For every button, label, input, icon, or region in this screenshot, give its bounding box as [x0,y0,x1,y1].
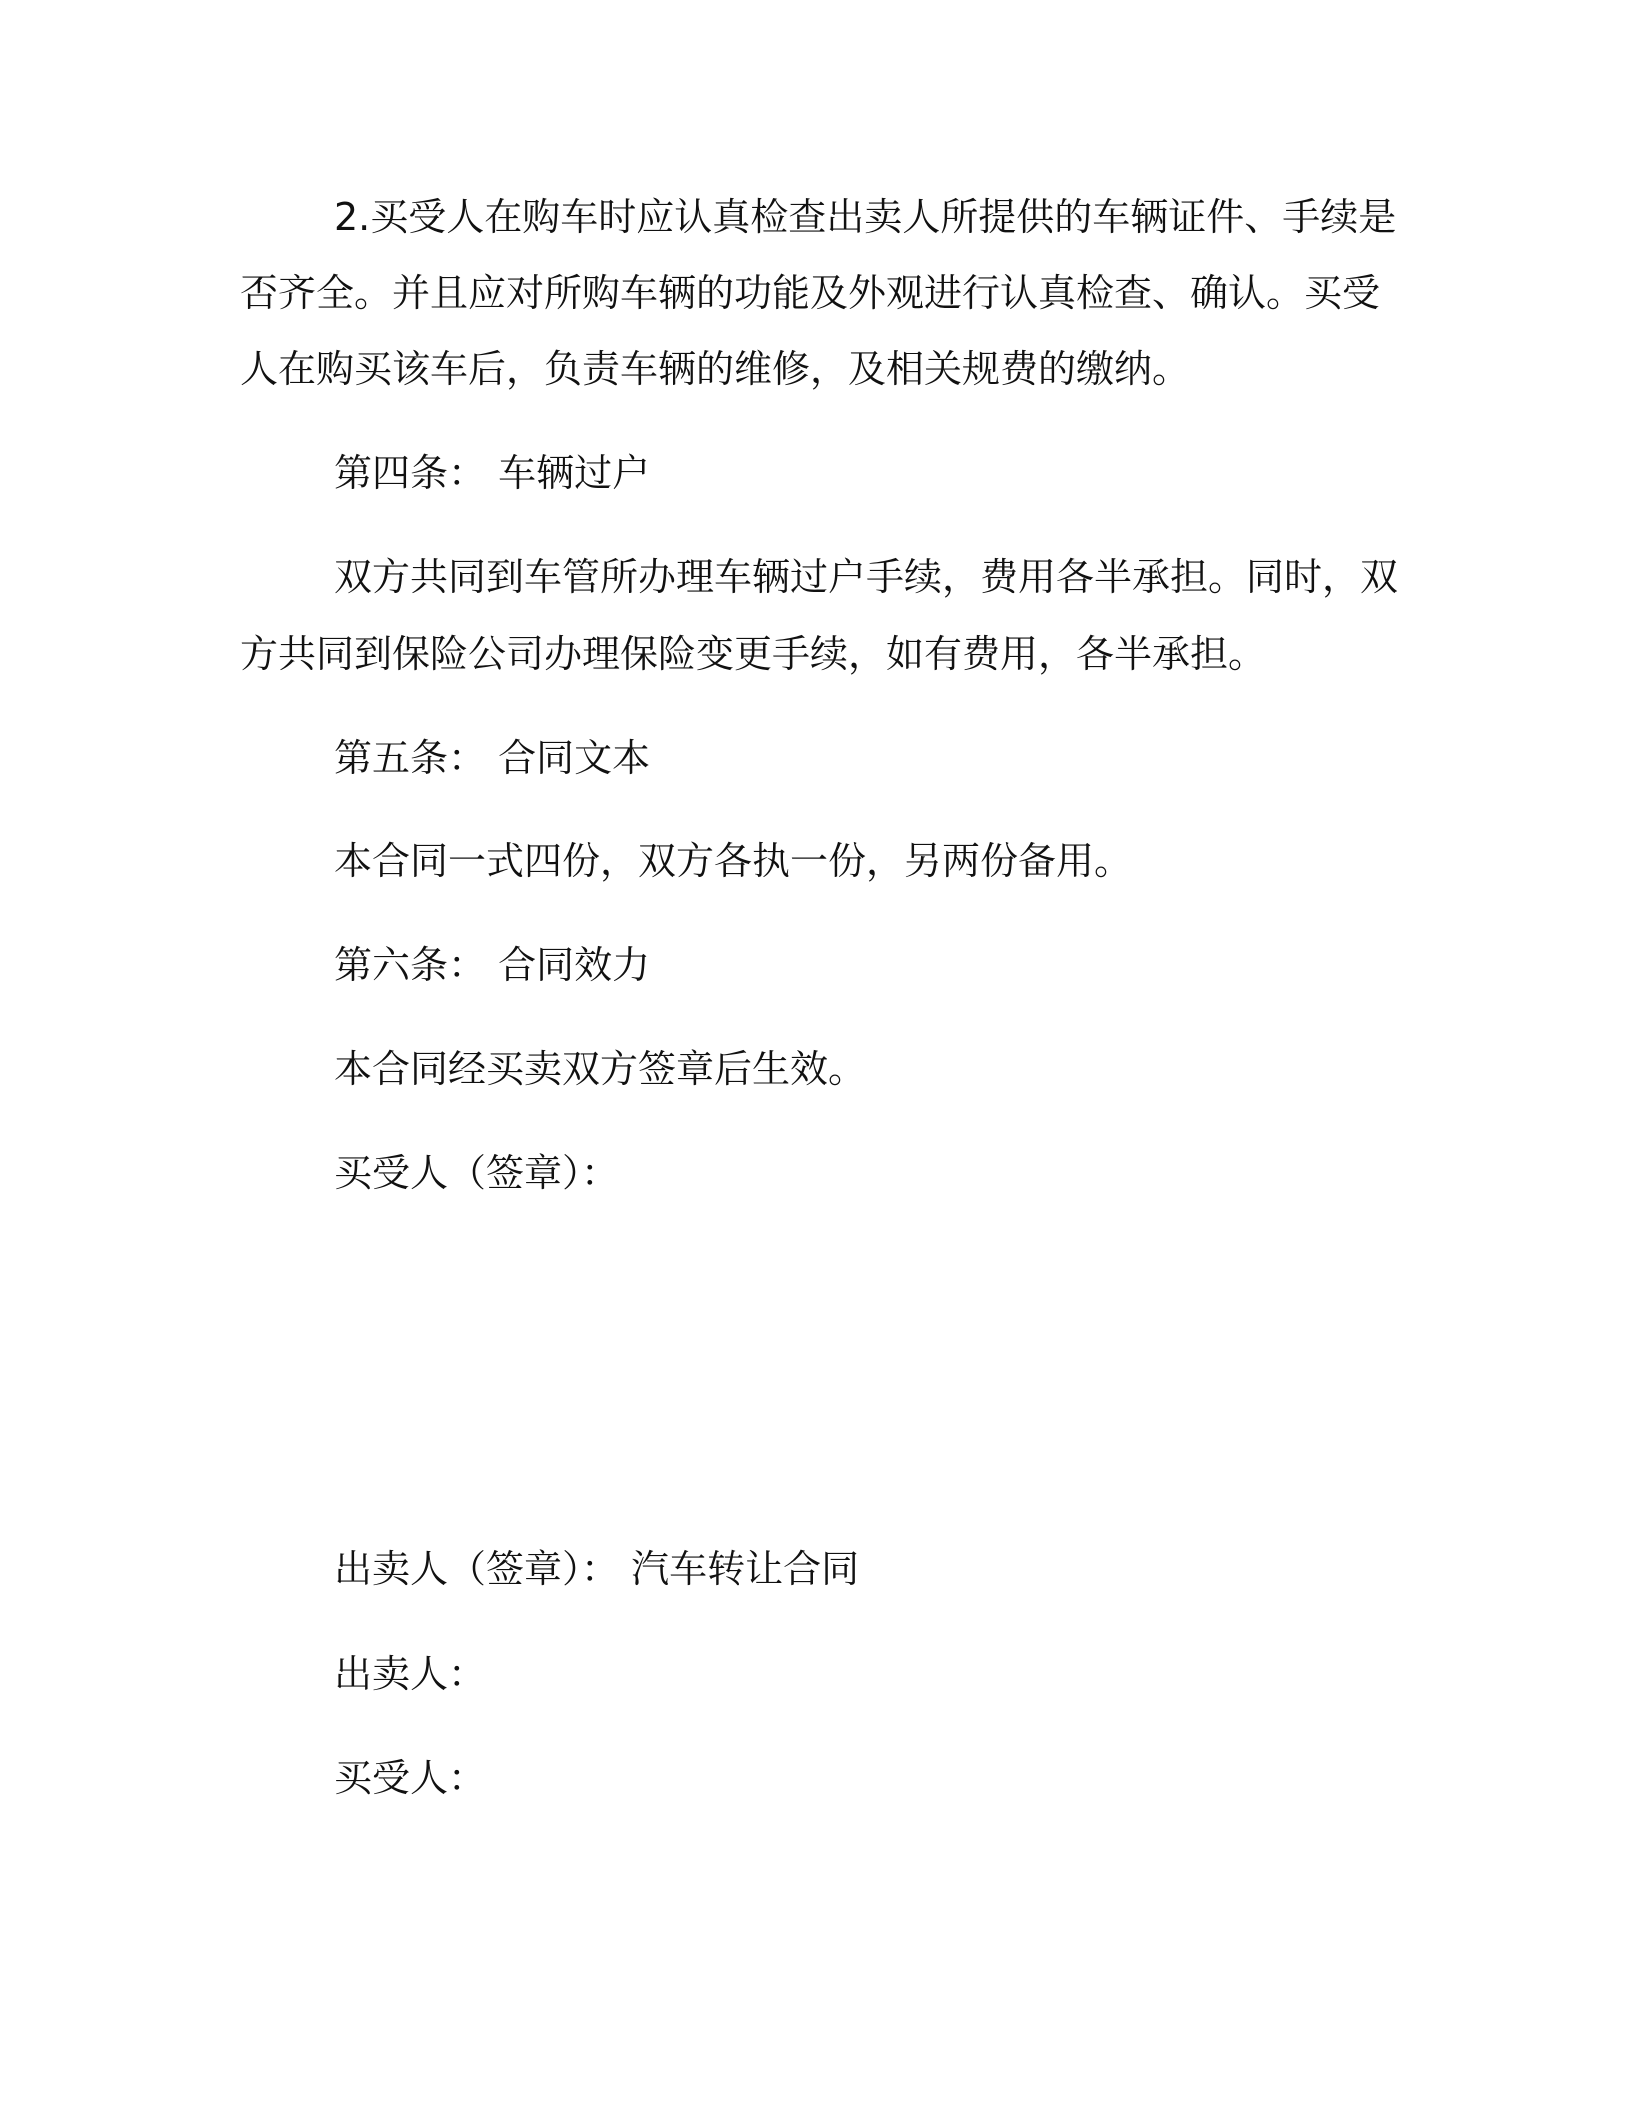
article-4-line-2: 方共同到保险公司办理保险变更手续，如有费用，各半承担。 [240,632,1267,676]
seller-label: 出卖人： [334,1652,487,1696]
paragraph-2-line-1: 2.买受人在购车时应认真检查出卖人所提供的车辆证件、手续是 [334,195,1397,239]
article-5-heading: 第五条： 合同文本 [334,736,651,780]
article-5-text: 本合同一式四份，双方各执一份，另两份备用。 [334,839,1133,883]
buyer-label: 买受人： [334,1756,487,1800]
article-6-text: 本合同经买卖双方签章后生效。 [334,1047,867,1091]
paragraph-2-line-3: 人在购买该车后，负责车辆的维修，及相关规费的缴纳。 [240,347,1191,391]
seller-signature-label: 出卖人（签章）： 汽车转让合同 [334,1547,860,1591]
article-6-heading: 第六条： 合同效力 [334,943,651,987]
article-4-heading: 第四条： 车辆过户 [334,451,651,495]
article-4-line-1: 双方共同到车管所办理车辆过户手续，费用各半承担。同时，双 [334,555,1399,599]
paragraph-2-line-2: 否齐全。并且应对所购车辆的功能及外观进行认真检查、确认。买受 [240,271,1381,315]
buyer-signature-label: 买受人（签章）： [334,1151,620,1195]
